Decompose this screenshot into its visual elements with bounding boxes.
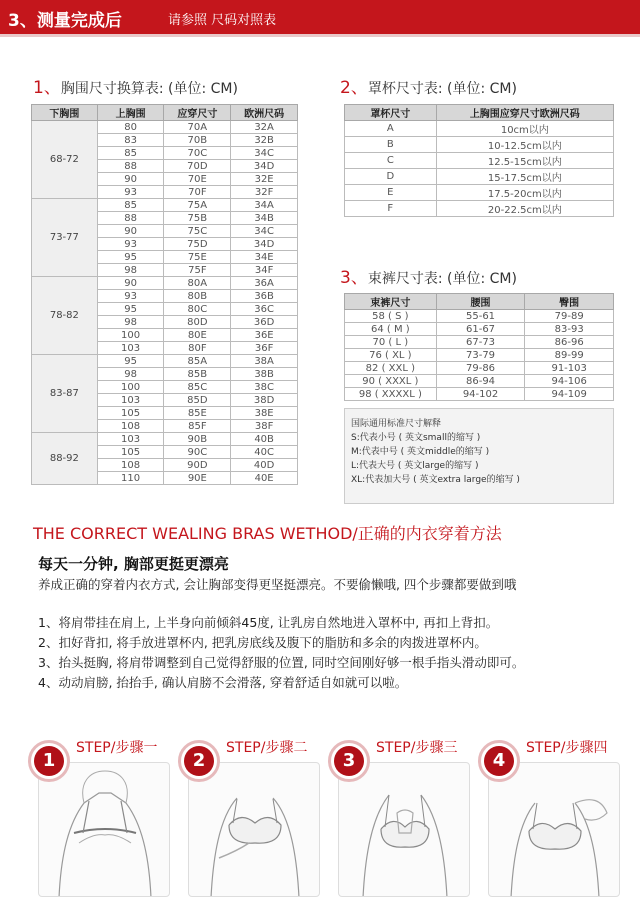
legend-line: S:代表小号 ( 英文small的缩写 ) xyxy=(351,433,481,443)
table-cell: 70 ( L ) xyxy=(345,336,437,349)
table-cell: 90D xyxy=(164,459,231,472)
table-cell: 34F xyxy=(231,264,298,277)
table-cell: 12.5-15cm以内 xyxy=(436,153,613,169)
table-cell: 80E xyxy=(164,329,231,342)
banner-subtitle: 请参照 尺码对照表 xyxy=(168,13,277,28)
underbust-range-cell: 78-82 xyxy=(32,277,98,355)
table-cell: 73-79 xyxy=(436,349,525,362)
table-row xyxy=(345,375,614,388)
table-row xyxy=(32,277,298,290)
table-cell: 83-93 xyxy=(525,323,614,336)
table-cell: 76 ( XL ) xyxy=(345,349,437,362)
heading-number: 3、 xyxy=(340,268,368,288)
column-header: 下胸围 xyxy=(32,105,98,121)
table-cell: 95 xyxy=(97,251,164,264)
table-cell: 85F xyxy=(164,420,231,433)
table-cell: 38F xyxy=(231,420,298,433)
step-label: STEP/步骤三 xyxy=(376,740,458,756)
column-header: 腰围 xyxy=(436,294,525,310)
table-cell: 75D xyxy=(164,238,231,251)
table-row xyxy=(345,137,614,153)
step-number: 4 xyxy=(484,746,514,776)
table-cell: 86-94 xyxy=(436,375,525,388)
underbust-range-cell: 68-72 xyxy=(32,121,98,199)
table-row xyxy=(345,362,614,375)
table-cell: 75A xyxy=(164,199,231,212)
table-row xyxy=(32,199,298,212)
column-header: 束裤尺寸 xyxy=(345,294,437,310)
table-cell: 38E xyxy=(231,407,298,420)
method-tagline: 每天一分钟, 胸部更挺更漂亮 xyxy=(38,555,229,573)
table-cell: 80D xyxy=(164,316,231,329)
method-step: 2、扣好背扣, 将手放进罩杯内, 把乳房底线及腹下的脂肪和多余的肉拨进罩杯内。 xyxy=(38,635,487,650)
table-cell: 67-73 xyxy=(436,336,525,349)
table-cell: 85A xyxy=(164,355,231,368)
table-cell: 34D xyxy=(231,238,298,251)
table-row xyxy=(345,323,614,336)
table-cell: 103 xyxy=(97,394,164,407)
table-cell: 89-99 xyxy=(525,349,614,362)
table-cell: 110 xyxy=(97,472,164,485)
table-cell: 36D xyxy=(231,316,298,329)
table-row xyxy=(32,433,298,446)
table-cell: 88 xyxy=(97,160,164,173)
table-cell: 95 xyxy=(97,355,164,368)
method-step: 1、将肩带挂在肩上, 上半身向前倾斜45度, 让乳房自然地进入罩杯中, 再扣上背扣。 xyxy=(38,615,499,630)
table-cell: 103 xyxy=(97,433,164,446)
table-cell: 100 xyxy=(97,381,164,394)
table-cell: 32A xyxy=(231,121,298,134)
table-cell: 86-96 xyxy=(525,336,614,349)
table-cell: 75C xyxy=(164,225,231,238)
figure-back-icon xyxy=(39,763,170,897)
table-cell: 38C xyxy=(231,381,298,394)
table-row xyxy=(345,121,614,137)
step-number-badge xyxy=(178,740,220,782)
table-cell: 90B xyxy=(164,433,231,446)
table-cell: 70A xyxy=(164,121,231,134)
step-card-1 xyxy=(28,737,170,897)
table-row xyxy=(32,355,298,368)
table-cell: 88 xyxy=(97,212,164,225)
column-header: 臀围 xyxy=(525,294,614,310)
banner-title: 3、测量完成后 xyxy=(8,11,122,31)
table-cell: 38B xyxy=(231,368,298,381)
column-header: 上胸围应穿尺寸欧洲尺码 xyxy=(436,105,613,121)
table-cell: E xyxy=(345,185,437,201)
step-card-2 xyxy=(178,737,320,897)
table-cell: 108 xyxy=(97,420,164,433)
table-row xyxy=(345,169,614,185)
table-cell: 105 xyxy=(97,407,164,420)
legend-line: XL:代表加大号 ( 英文extra large的缩写 ) xyxy=(351,475,520,485)
heading-number: 1、 xyxy=(33,78,61,98)
table-cell: 75B xyxy=(164,212,231,225)
table-cell: 80F xyxy=(164,342,231,355)
table-cell: 75E xyxy=(164,251,231,264)
table-cell: 61-67 xyxy=(436,323,525,336)
table-cell: 10cm以内 xyxy=(436,121,613,137)
table-cell: 36B xyxy=(231,290,298,303)
column-header: 应穿尺寸 xyxy=(164,105,231,121)
method-step: 4、动动肩膀, 抬抬手, 确认肩膀不会滑落, 穿着舒适自如就可以啦。 xyxy=(38,675,408,690)
figure-adjust-icon xyxy=(339,763,470,897)
table-cell: 40B xyxy=(231,433,298,446)
table-row xyxy=(345,336,614,349)
table-row xyxy=(345,310,614,323)
column-header: 上胸围 xyxy=(97,105,164,121)
table-cell: 95 xyxy=(97,303,164,316)
table-cell: 93 xyxy=(97,238,164,251)
table-cell: 15-17.5cm以内 xyxy=(436,169,613,185)
step-illustration xyxy=(338,762,470,897)
method-intro: 养成正确的穿着内衣方式, 会让胸部变得更坚挺漂亮。不要偷懒哦, 四个步骤都要做到哦 xyxy=(38,577,517,592)
underbust-range-cell: 83-87 xyxy=(32,355,98,433)
step-number: 2 xyxy=(184,746,214,776)
table-cell: 70F xyxy=(164,186,231,199)
table-cell: D xyxy=(345,169,437,185)
table-cell: 85D xyxy=(164,394,231,407)
table-cell: 70E xyxy=(164,173,231,186)
table-cell: 36C xyxy=(231,303,298,316)
table-cell: 108 xyxy=(97,459,164,472)
table-cell: 80C xyxy=(164,303,231,316)
column-header: 欧洲尺码 xyxy=(231,105,298,121)
table-cell: 40E xyxy=(231,472,298,485)
table-cell: 79-89 xyxy=(525,310,614,323)
table-cell: 90 xyxy=(97,277,164,290)
step-card-3 xyxy=(328,737,470,897)
underbust-range-cell: 88-92 xyxy=(32,433,98,485)
step-number: 3 xyxy=(334,746,364,776)
pants-size-table xyxy=(344,293,614,401)
table-cell: A xyxy=(345,121,437,137)
table-cell: 75F xyxy=(164,264,231,277)
table-row xyxy=(345,201,614,217)
table-cell: B xyxy=(345,137,437,153)
table-cell: 36E xyxy=(231,329,298,342)
table-cell: 90C xyxy=(164,446,231,459)
size-legend xyxy=(344,408,614,504)
figure-raise-arm-icon xyxy=(489,763,620,897)
table-cell: 38A xyxy=(231,355,298,368)
step-illustration xyxy=(488,762,620,897)
table-cell: 93 xyxy=(97,290,164,303)
step-illustration xyxy=(38,762,170,897)
table-cell: 85C xyxy=(164,381,231,394)
step-illustration xyxy=(188,762,320,897)
table-cell: 98 xyxy=(97,264,164,277)
table-cell: C xyxy=(345,153,437,169)
pants-table-heading xyxy=(340,263,517,288)
bust-table-heading xyxy=(33,73,238,98)
step-number: 1 xyxy=(34,746,64,776)
heading-text: 胸围尺寸换算表: (单位: CM) xyxy=(60,81,238,97)
table-cell: 70D xyxy=(164,160,231,173)
table-cell: 20-22.5cm以内 xyxy=(436,201,613,217)
table-cell: 90E xyxy=(164,472,231,485)
table-cell: 32E xyxy=(231,173,298,186)
table-cell: 34E xyxy=(231,251,298,264)
table-cell: 90 xyxy=(97,173,164,186)
table-cell: 64 ( M ) xyxy=(345,323,437,336)
table-cell: 38D xyxy=(231,394,298,407)
method-heading: THE CORRECT WEALING BRAS WETHOD/正确的内衣穿着方法 xyxy=(33,524,502,543)
heading-text: 罩杯尺寸表: (单位: CM) xyxy=(367,81,517,97)
figure-front-icon xyxy=(189,763,320,897)
table-cell: 55-61 xyxy=(436,310,525,323)
table-cell: 58 ( S ) xyxy=(345,310,437,323)
legend-line: M:代表中号 ( 英文middle的缩写 ) xyxy=(351,447,490,457)
table-cell: 34C xyxy=(231,225,298,238)
table-cell: 80 xyxy=(97,121,164,134)
table-cell: 83 xyxy=(97,134,164,147)
underbust-range-cell: 73-77 xyxy=(32,199,98,277)
table-cell: 34D xyxy=(231,160,298,173)
cup-size-table xyxy=(344,104,614,217)
legend-line: L:代表大号 ( 英文large的缩写 ) xyxy=(351,461,479,471)
table-cell: 10-12.5cm以内 xyxy=(436,137,613,153)
table-cell: 85 xyxy=(97,147,164,160)
table-cell: 105 xyxy=(97,446,164,459)
table-row xyxy=(345,349,614,362)
table-cell: 80A xyxy=(164,277,231,290)
step-number-badge xyxy=(328,740,370,782)
table-cell: 85E xyxy=(164,407,231,420)
table-cell: 94-109 xyxy=(525,388,614,401)
step-card-4 xyxy=(478,737,620,897)
table-cell: 98 xyxy=(97,316,164,329)
table-cell: 32F xyxy=(231,186,298,199)
cup-table-heading xyxy=(340,73,517,98)
table-cell: 36A xyxy=(231,277,298,290)
table-cell: 82 ( XXL ) xyxy=(345,362,437,375)
table-cell: 103 xyxy=(97,342,164,355)
table-cell: 40C xyxy=(231,446,298,459)
table-cell: 91-103 xyxy=(525,362,614,375)
table-row xyxy=(345,185,614,201)
table-cell: 85 xyxy=(97,199,164,212)
method-step: 3、抬头挺胸, 将肩带调整到自己觉得舒服的位置, 同时空间刚好够一根手指头滑动即可。 xyxy=(38,655,525,670)
table-cell: 98 xyxy=(97,368,164,381)
banner-divider xyxy=(0,34,640,37)
table-cell: 36F xyxy=(231,342,298,355)
table-cell: 17.5-20cm以内 xyxy=(436,185,613,201)
table-cell: 94-102 xyxy=(436,388,525,401)
step-label: STEP/步骤一 xyxy=(76,740,158,756)
table-cell: 90 ( XXXL ) xyxy=(345,375,437,388)
table-cell: F xyxy=(345,201,437,217)
table-cell: 93 xyxy=(97,186,164,199)
table-row xyxy=(32,121,298,134)
step-label: STEP/步骤四 xyxy=(526,740,608,756)
step-label: STEP/步骤二 xyxy=(226,740,308,756)
table-cell: 90 xyxy=(97,225,164,238)
table-cell: 32B xyxy=(231,134,298,147)
table-cell: 40D xyxy=(231,459,298,472)
legend-title: 国际通用标准尺寸解释 xyxy=(351,419,442,429)
step-number-badge xyxy=(478,740,520,782)
bust-size-table xyxy=(31,104,298,485)
table-cell: 85B xyxy=(164,368,231,381)
table-cell: 34B xyxy=(231,212,298,225)
table-cell: 70C xyxy=(164,147,231,160)
table-cell: 79-86 xyxy=(436,362,525,375)
table-cell: 34C xyxy=(231,147,298,160)
heading-number: 2、 xyxy=(340,78,368,98)
table-cell: 34A xyxy=(231,199,298,212)
column-header: 罩杯尺寸 xyxy=(345,105,437,121)
step-number-badge xyxy=(28,740,70,782)
table-cell: 100 xyxy=(97,329,164,342)
table-row xyxy=(345,153,614,169)
table-row xyxy=(345,388,614,401)
table-cell: 70B xyxy=(164,134,231,147)
table-cell: 80B xyxy=(164,290,231,303)
heading-text: 束裤尺寸表: (单位: CM) xyxy=(367,271,517,287)
table-cell: 98 ( XXXXL ) xyxy=(345,388,437,401)
table-cell: 94-106 xyxy=(525,375,614,388)
